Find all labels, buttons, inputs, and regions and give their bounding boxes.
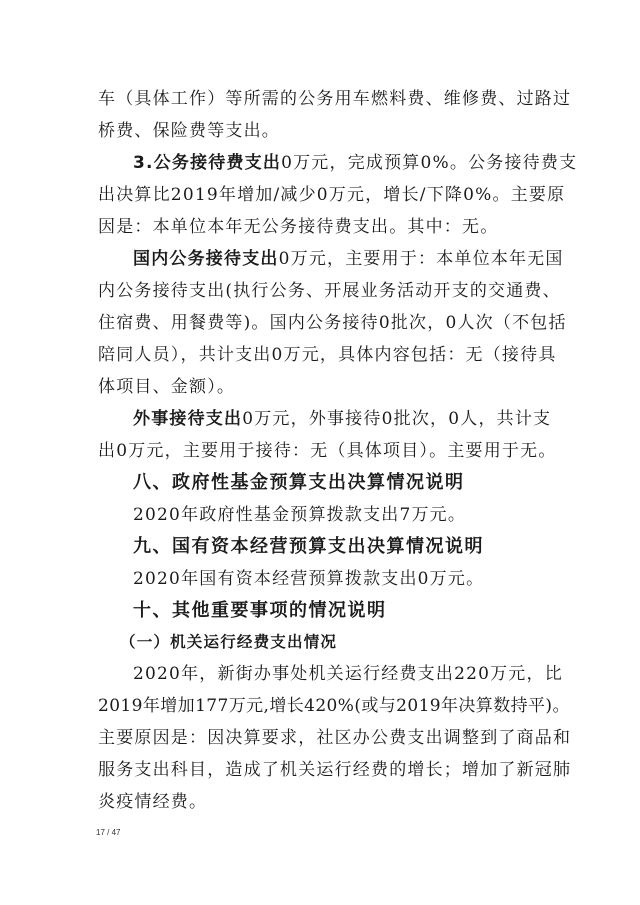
body-text-line: 体项目、金额）。: [98, 377, 236, 397]
body-text-line: 主要原因是：因决算要求，社区办公费支出调整到了商品和: [98, 728, 572, 748]
subsection-heading: （一）机关运行经费支出情况: [120, 633, 338, 651]
body-text-line: 桥费、保险费等支出。: [98, 121, 280, 141]
body-text-line: [133, 248, 564, 270]
body-text-line: 2020年政府性基金预算拨款支出7万元。: [133, 505, 467, 525]
body-text-line: 2019年增加177万元,增长420%(或与2019年决算数持平)。: [98, 696, 570, 716]
body-text-line: 炎疫情经费。: [98, 792, 208, 812]
item-text: 0万元，外事接待0批次，0人，共计支: [242, 409, 552, 429]
body-text-line: 住宿费、用餐费等)。国内公务接待0批次，0人次（不包括: [98, 313, 567, 333]
body-text-line: 因是：本单位本年无公务接待费支出。其中：无。: [98, 217, 499, 237]
body-text-line: [133, 408, 551, 430]
body-text-line: 陪同人员），共计支出0万元，具体内容包括：无（接待具: [98, 345, 557, 365]
page-number: 17 / 47: [96, 828, 121, 837]
section-heading: 十、其他重要事项的情况说明: [133, 600, 387, 621]
body-text-line: 2020年，新街办事处机关运行经费支出220万元，比: [133, 664, 563, 684]
body-text-line: 服务支出科目，造成了机关运行经费的增长；增加了新冠肺: [98, 760, 572, 780]
body-text-line: 2020年国有资本经营预算拨款支出0万元。: [133, 569, 485, 589]
item-text: 0万元，完成预算0%。公务接待费支: [281, 153, 578, 173]
body-text-line: 内公务接待支出(执行公务、开展业务活动开支的交通费、: [98, 281, 561, 301]
body-text-line: 出0万元，主要用于接待：无（具体项目）。主要用于无。: [98, 441, 557, 461]
item-label: 外事接待支出: [133, 409, 243, 429]
body-text-line: [133, 152, 577, 174]
section-heading: 九、国有资本经营预算支出决算情况说明: [133, 536, 484, 557]
body-text-line: 车（具体工作）等所需的公务用车燃料费、维修费、过路过: [98, 89, 572, 109]
item-label: 国内公务接待支出: [133, 249, 279, 269]
section-heading: 八、政府性基金预算支出决算情况说明: [133, 472, 465, 493]
body-text-line: 出决算比2019年增加/减少0万元，增长/下降0%。主要原: [98, 185, 566, 205]
item-text: 0万元，主要用于：本单位本年无国: [278, 249, 564, 269]
item-label: 3.公务接待费支出: [133, 153, 282, 173]
